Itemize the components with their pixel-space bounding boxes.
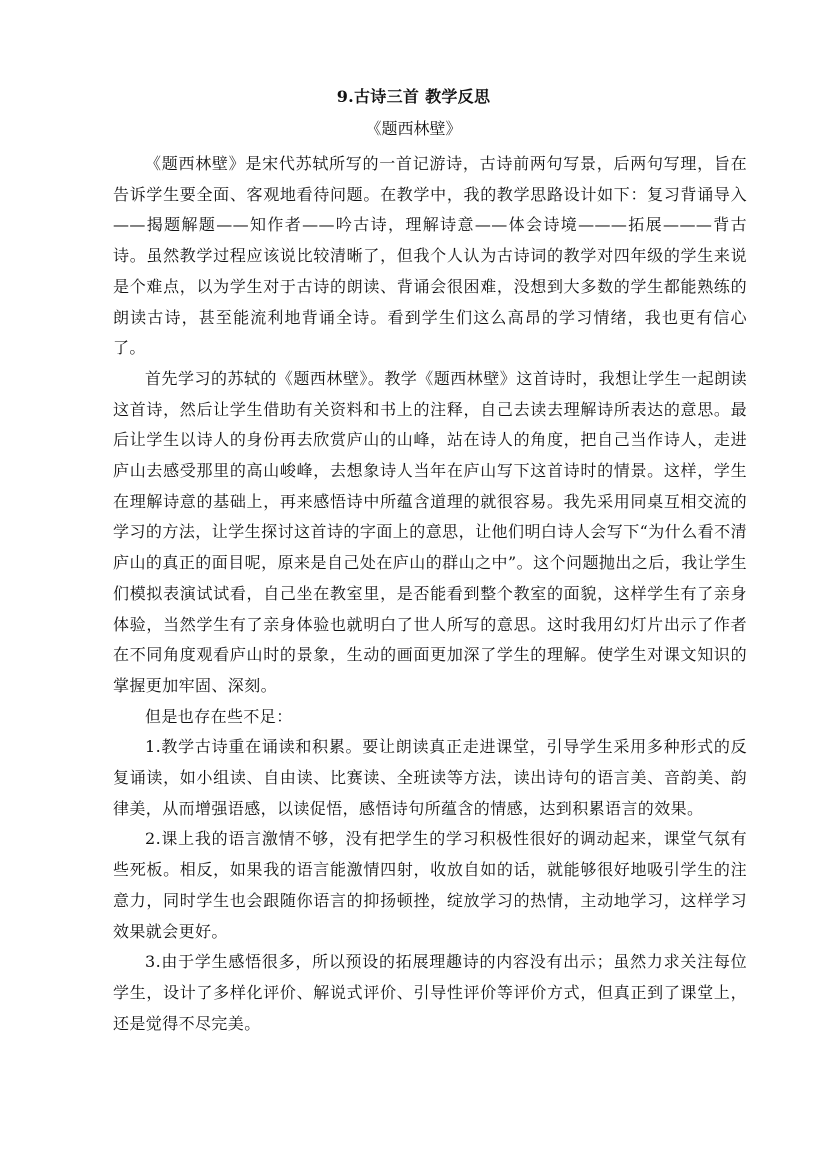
paragraph-shortcomings-heading: 但是也存在些不足： bbox=[145, 706, 293, 726]
document-body bbox=[113, 149, 747, 1039]
paragraph-intro: 《题西林壁》是宋代苏轼所写的一首记游诗，古诗前两句写景，后两句写理，旨在告诉学生要全面、客观地看待问题。在教学中，我的教学思路设计如下：复习背诵导入——揭题解题——知作者——吟古诗，理解诗意——体会诗境———拓展———背古诗。虽然教学过程应该说比较清晰了，但我个人认为古诗词的教学对四年级的学生来说是个难点，以为学生对于古诗的朗读、背诵会很困难，没想到大多数的学生都能熟练的朗读古诗，甚至能流利地背诵全诗。看到学生们这么高昂的学习情绪，我也更有信心了。 bbox=[113, 154, 747, 358]
page-title: 9.古诗三首 教学反思 bbox=[336, 87, 491, 106]
paragraph-point-1: 1.教学古诗重在诵读和积累。要让朗读真正走进课堂，引导学生采用多种形式的反复诵读，如小组读、自由读、比赛读、全班读等方法，读出诗句的语言美、音韵美、韵律美，从而增强语感，以读促悟，感悟诗句所蕴含的情感，达到积累语言的效果。 bbox=[113, 737, 747, 818]
paragraph-point-2: 2.课上我的语言激情不够，没有把学生的学习积极性很好的调动起来，课堂气氛有些死板。相反，如果我的语言能激情四射，收放自如的话，就能够很好地吸引学生的注意力，同时学生也会跟随你语言的抑扬顿挫，绽放学习的热情，主动地学习，这样学习效果就会更好。 bbox=[113, 829, 747, 941]
paragraph-point-3: 3.由于学生感悟很多，所以预设的拓展理趣诗的内容没有出示；虽然力求关注每位学生，设计了多样化评价、解说式评价、引导性评价等评价方式，但真正到了课堂上，还是觉得不尽完美。 bbox=[113, 952, 747, 1033]
poem-subtitle: 《题西林壁》 bbox=[365, 119, 462, 138]
paragraph-teaching-process: 首先学习的苏轼的《题西林壁》。教学《题西林壁》这首诗时，我想让学生一起朗读这首诗，然后让学生借助有关资料和书上的注释，自己去读去理解诗所表达的意思。最后让学生以诗人的身份再去欣赏庐山的山峰，站在诗人的角度，把自己当作诗人，走进庐山去感受那里的高山峻峰，去想象诗人当年在庐山写下这首诗时的情景。这样，学生在理解诗意的基础上，再来感悟诗中所蕴含道理的就很容易。我先采用同桌互相交流的学习的方法，让学生探讨这首诗的字面上的意思，让他们明白诗人会写下“为什么看不清庐山的真正的面目呢，原来是自己处在庐山的群山之中”。这个问题抛出之后，我让学生们模拟表演试试看，自己坐在教室里，是否能看到整个教室的面貌，这样学生有了亲身体验，当然学生有了亲身体验也就明白了世人所写的意思。这时我用幻灯片出示了作者在不同角度观看庐山时的景象，生动的画面更加深了学生的理解。使学生对课文知识的掌握更加牢固、深刻。 bbox=[113, 368, 747, 695]
